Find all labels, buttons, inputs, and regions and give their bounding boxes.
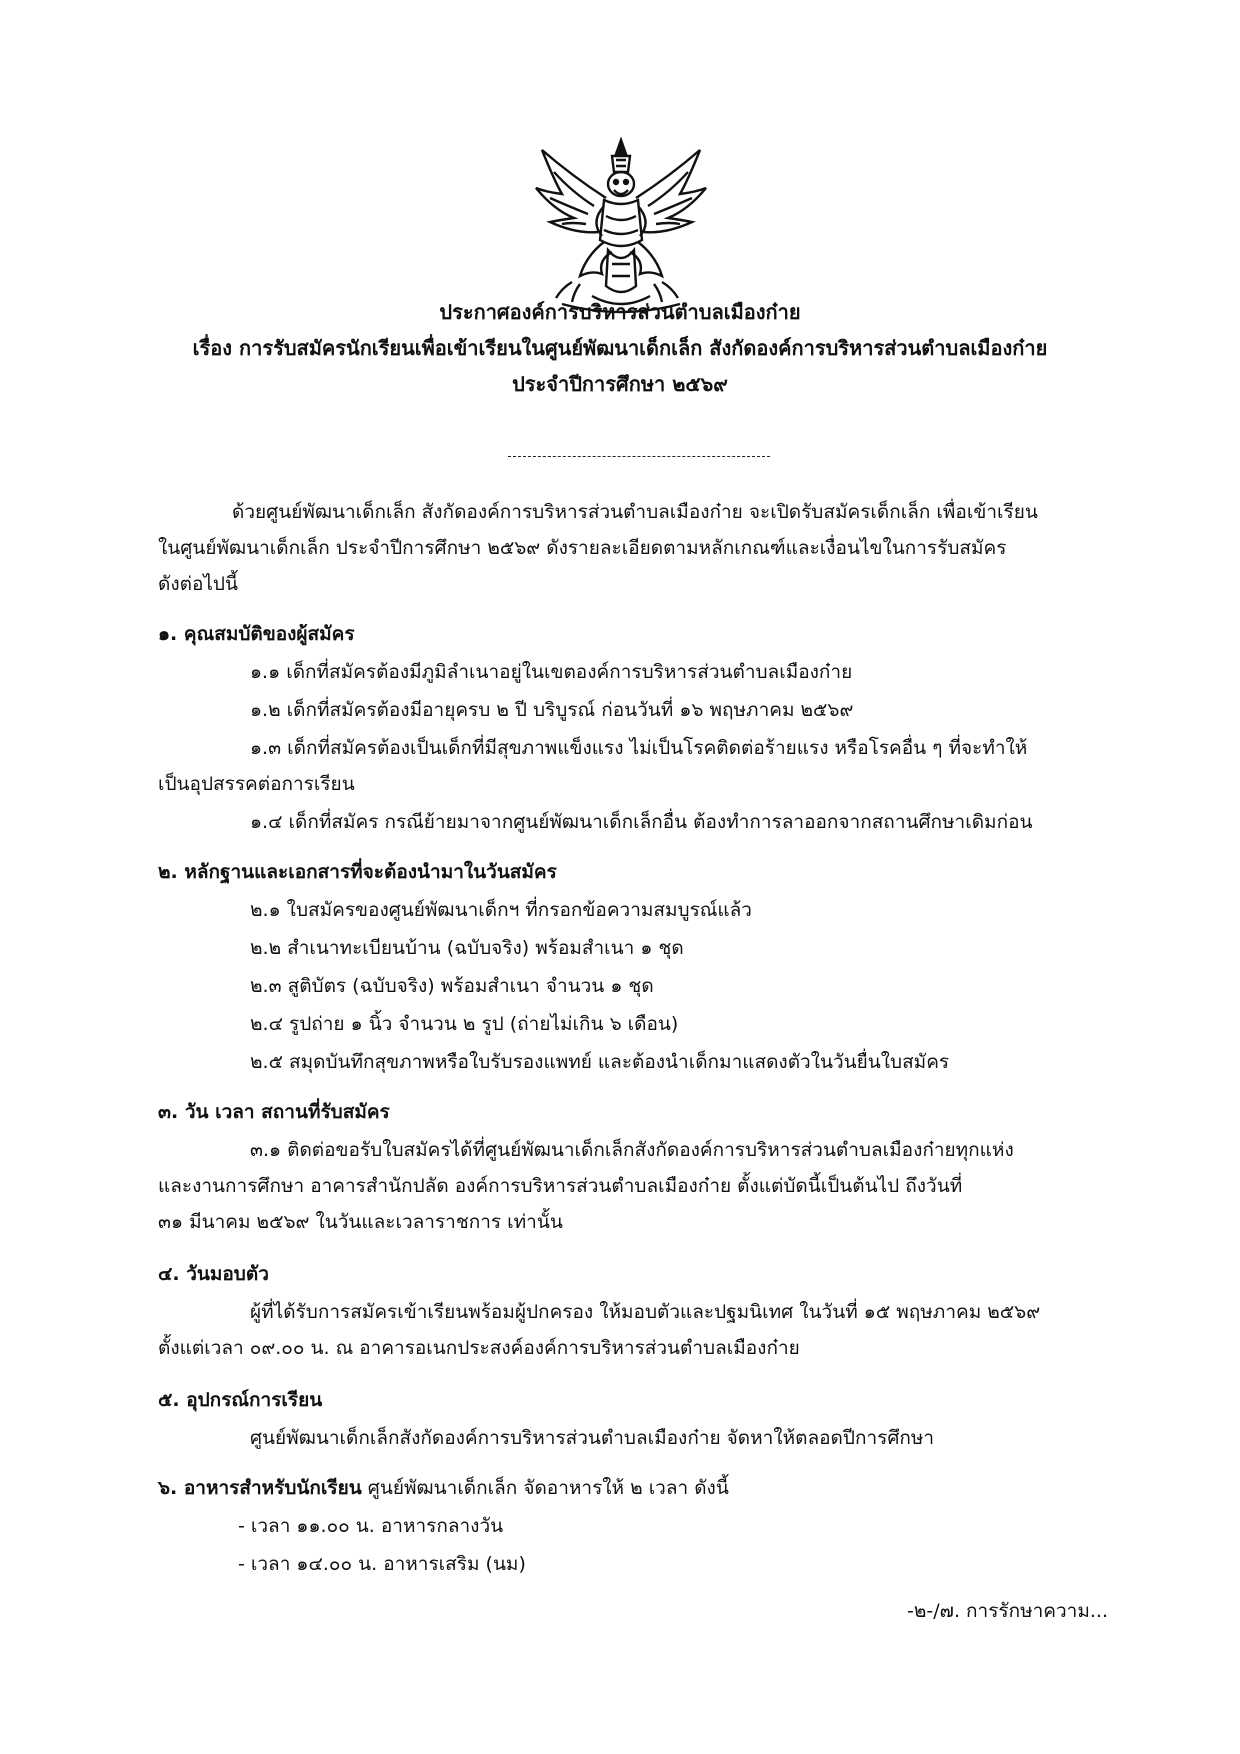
section-1-item-3b: เป็นอุปสรรคต่อการเรียน (158, 773, 355, 795)
intro-line-1: ด้วยศูนย์พัฒนาเด็กเล็ก สังกัดองค์การบริหารส่วนตำบลเมืองก๋าย จะเปิดรับสมัครเด็กเล็ก เพื่อเข้าเรียน (232, 501, 1038, 523)
section-6-item-1: - เวลา ๑๑.๐๐ น. อาหารกลางวัน (238, 1515, 504, 1537)
continuation-note: -๒-/๗. การรักษาความ... (907, 1600, 1108, 1622)
section-1-item-2: ๑.๒ เด็กที่สมัครต้องมีอายุครบ ๒ ปี บริบูรณ์ ก่อนวันที่ ๑๖ พฤษภาคม ๒๕๖๙ (250, 699, 854, 721)
section-6-heading-line (158, 1476, 729, 1500)
title-divider (508, 456, 770, 457)
section-1-item-3a: ๑.๓ เด็กที่สมัครต้องเป็นเด็กที่มีสุขภาพแข็งแรง ไม่เป็นโรคติดต่อร้ายแรง หรือโรคอื่น ๆ ที่จะทำให้ (250, 737, 1028, 759)
intro-line-2: ในศูนย์พัฒนาเด็กเล็ก ประจำปีการศึกษา ๒๕๖๙ ดังรายละเอียดตามหลักเกณฑ์และเงื่อนไขในการรับสมัคร (158, 537, 1007, 559)
section-2-item-1: ๒.๑ ใบสมัครของศูนย์พัฒนาเด็กฯ ที่กรอกข้อความสมบูรณ์แล้ว (250, 899, 752, 921)
intro-line-3: ดังต่อไปนี้ (158, 573, 238, 595)
section-6-heading: ๖. อาหารสำหรับนักเรียน (158, 1477, 362, 1499)
section-1-heading: ๑. คุณสมบัติของผู้สมัคร (158, 623, 355, 645)
section-2-item-3: ๒.๓ สูติบัตร (ฉบับจริง) พร้อมสำเนา จำนวน ๑ ชุด (250, 975, 654, 997)
section-2-item-5: ๒.๕ สมุดบันทึกสุขภาพหรือใบรับรองแพทย์ และต้องนำเด็กมาแสดงตัวในวันยื่นใบสมัคร (250, 1051, 950, 1073)
section-6-heading-rest: ศูนย์พัฒนาเด็กเล็ก จัดอาหารให้ ๒ เวลา ดังนี้ (361, 1477, 729, 1499)
section-2-item-2: ๒.๒ สำเนาทะเบียนบ้าน (ฉบับจริง) พร้อมสำเนา ๑ ชุด (250, 937, 684, 959)
section-1-item-4: ๑.๔ เด็กที่สมัคร กรณีย้ายมาจากศูนย์พัฒนาเด็กเล็กอื่น ต้องทำการลาออกจากสถานศึกษาเดิมก่อน (250, 811, 1033, 833)
section-3-line-2: และงานการศึกษา อาคารสำนักปลัด องค์การบริหารส่วนตำบลเมืองก๋าย ตั้งแต่บัดนี้เป็นต้นไป ถึงวันที่ (158, 1175, 963, 1197)
section-4-heading: ๔. วันมอบตัว (158, 1263, 269, 1285)
garuda-emblem-icon (532, 136, 710, 316)
title-line-2: เรื่อง การรับสมัครนักเรียนเพื่อเข้าเรียนในศูนย์พัฒนาเด็กเล็ก สังกัดองค์การบริหารส่วนตำบลเมืองก๋าย (192, 336, 1048, 360)
section-4-line-2: ตั้งแต่เวลา ๐๙.๐๐ น. ณ อาคารอเนกประสงค์องค์การบริหารส่วนตำบลเมืองก๋าย (158, 1337, 800, 1359)
section-5-heading: ๕. อุปกรณ์การเรียน (158, 1389, 323, 1411)
section-2-item-4: ๒.๔ รูปถ่าย ๑ นิ้ว จำนวน ๒ รูป (ถ่ายไม่เกิน ๖ เดือน) (250, 1013, 679, 1035)
section-1-item-1: ๑.๑ เด็กที่สมัครต้องมีภูมิลำเนาอยู่ในเขตองค์การบริหารส่วนตำบลเมืองก๋าย (250, 661, 853, 683)
section-2-heading: ๒. หลักฐานและเอกสารที่จะต้องนำมาในวันสมัคร (158, 861, 557, 883)
title-line-3: ประจำปีการศึกษา ๒๕๖๙ (512, 372, 728, 396)
section-4-line-1: ผู้ที่ได้รับการสมัครเข้าเรียนพร้อมผู้ปกครอง ให้มอบตัวและปฐมนิเทศ ในวันที่ ๑๕ พฤษภาคม ๒๕๖๙ (250, 1301, 1041, 1323)
section-3-heading: ๓. วัน เวลา สถานที่รับสมัคร (158, 1101, 390, 1123)
title-line-1: ประกาศองค์การบริหารส่วนตำบลเมืองก๋าย (439, 300, 801, 324)
section-3-line-1: ๓.๑ ติดต่อขอรับใบสมัครได้ที่ศูนย์พัฒนาเด็กเล็กสังกัดองค์การบริหารส่วนตำบลเมืองก๋ายทุกแห่ง (250, 1139, 1014, 1161)
section-6-item-2: - เวลา ๑๔.๐๐ น. อาหารเสริม (นม) (238, 1553, 526, 1575)
section-5-line-1: ศูนย์พัฒนาเด็กเล็กสังกัดองค์การบริหารส่วนตำบลเมืองก๋าย จัดหาให้ตลอดปีการศึกษา (250, 1427, 935, 1449)
section-3-line-3: ๓๑ มีนาคม ๒๕๖๙ ในวันและเวลาราชการ เท่านั้น (158, 1211, 563, 1233)
